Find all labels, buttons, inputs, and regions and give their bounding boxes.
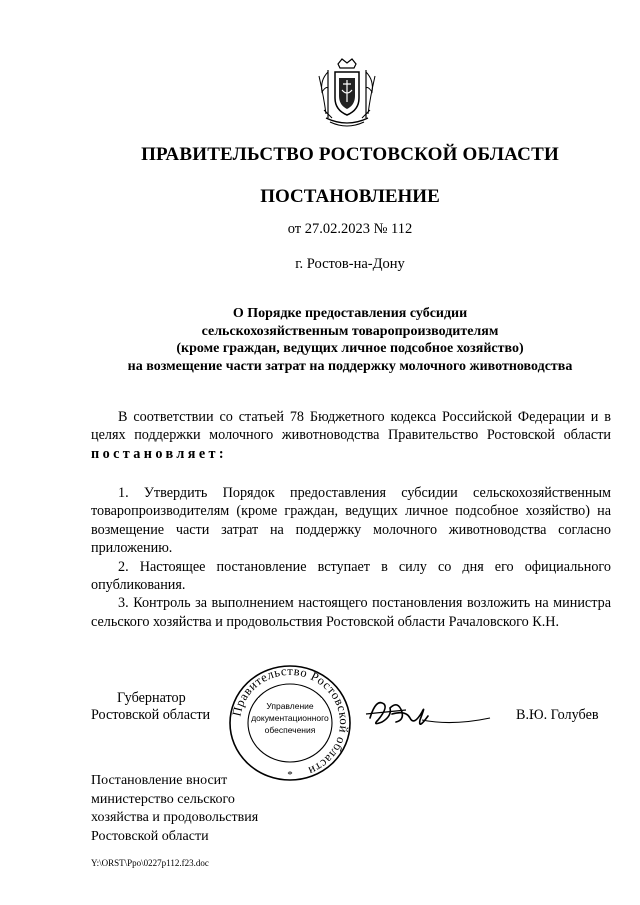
document-city: г. Ростов-на-Дону bbox=[295, 256, 405, 272]
stamp-outer-text: Правительство Ростовской области bbox=[229, 663, 352, 779]
stamp-star: * bbox=[287, 769, 293, 781]
document-date-number: от 27.02.2023 № 112 bbox=[287, 221, 413, 237]
submitter-line: министерство сельского bbox=[91, 791, 235, 807]
subject-line: О Порядке предоставления субсидии bbox=[232, 306, 468, 321]
official-stamp bbox=[226, 662, 354, 784]
document-type: ПОСТАНОВЛЕНИЕ bbox=[260, 186, 440, 207]
signatory-post-line1: Губернатор bbox=[117, 690, 186, 706]
decree-item: 3. Контроль за выполнением настоящего постановления возложить на министра сельского хозяйства и продовольствия Ростовской области Рачаловского К.Н. bbox=[91, 595, 611, 630]
preamble-text: В соответствии со статьей 78 Бюджетного кодекса Российской Федерации и в целях поддержки молочного животноводства Правительство Ростовской области bbox=[91, 409, 611, 444]
preamble bbox=[91, 408, 611, 463]
file-path: Y:\ORST\Ppo\0227p112.f23.doc bbox=[91, 858, 209, 868]
decree-items bbox=[91, 484, 611, 631]
handwritten-signature bbox=[362, 690, 492, 734]
submitter-line: хозяйства и продовольствия bbox=[91, 810, 259, 825]
decree-word: постановляет: bbox=[91, 445, 228, 462]
subject-line: (кроме граждан, ведущих личное подсобное хозяйство) bbox=[176, 341, 524, 356]
subject-line: сельскохозяйственным товаропроизводителям bbox=[201, 323, 499, 339]
signatory-post-line2: Ростовской области bbox=[91, 707, 211, 723]
decree-item: 1. Утвердить Порядок предоставления субсидии сельскохозяйственным товаропроизводителям (кроме граждан, ведущих личное подсобное хозяйство) на возмещение части затрат на поддержку молочного животноводства согласно приложению. bbox=[91, 485, 611, 557]
decree-item: 2. Настоящее постановление вступает в силу со дня его официального опубликования. bbox=[91, 558, 611, 594]
document-subject bbox=[0, 305, 640, 375]
signatory-name: В.Ю. Голубев bbox=[516, 707, 599, 723]
stamp-inner-line: обеспечения bbox=[264, 725, 316, 735]
stamp-inner-line: Управление bbox=[266, 701, 314, 711]
stamp-inner-line: документационного bbox=[251, 713, 329, 723]
subject-line: на возмещение части затрат на поддержку молочного животноводства bbox=[127, 358, 573, 374]
submitter-note bbox=[91, 772, 258, 846]
submitter-line: Постановление вносит bbox=[91, 773, 228, 788]
organization-title: ПРАВИТЕЛЬСТВО РОСТОВСКОЙ ОБЛАСТИ bbox=[141, 144, 559, 165]
coat-of-arms-icon bbox=[316, 58, 378, 130]
submitter-line: Ростовской области bbox=[91, 828, 209, 844]
